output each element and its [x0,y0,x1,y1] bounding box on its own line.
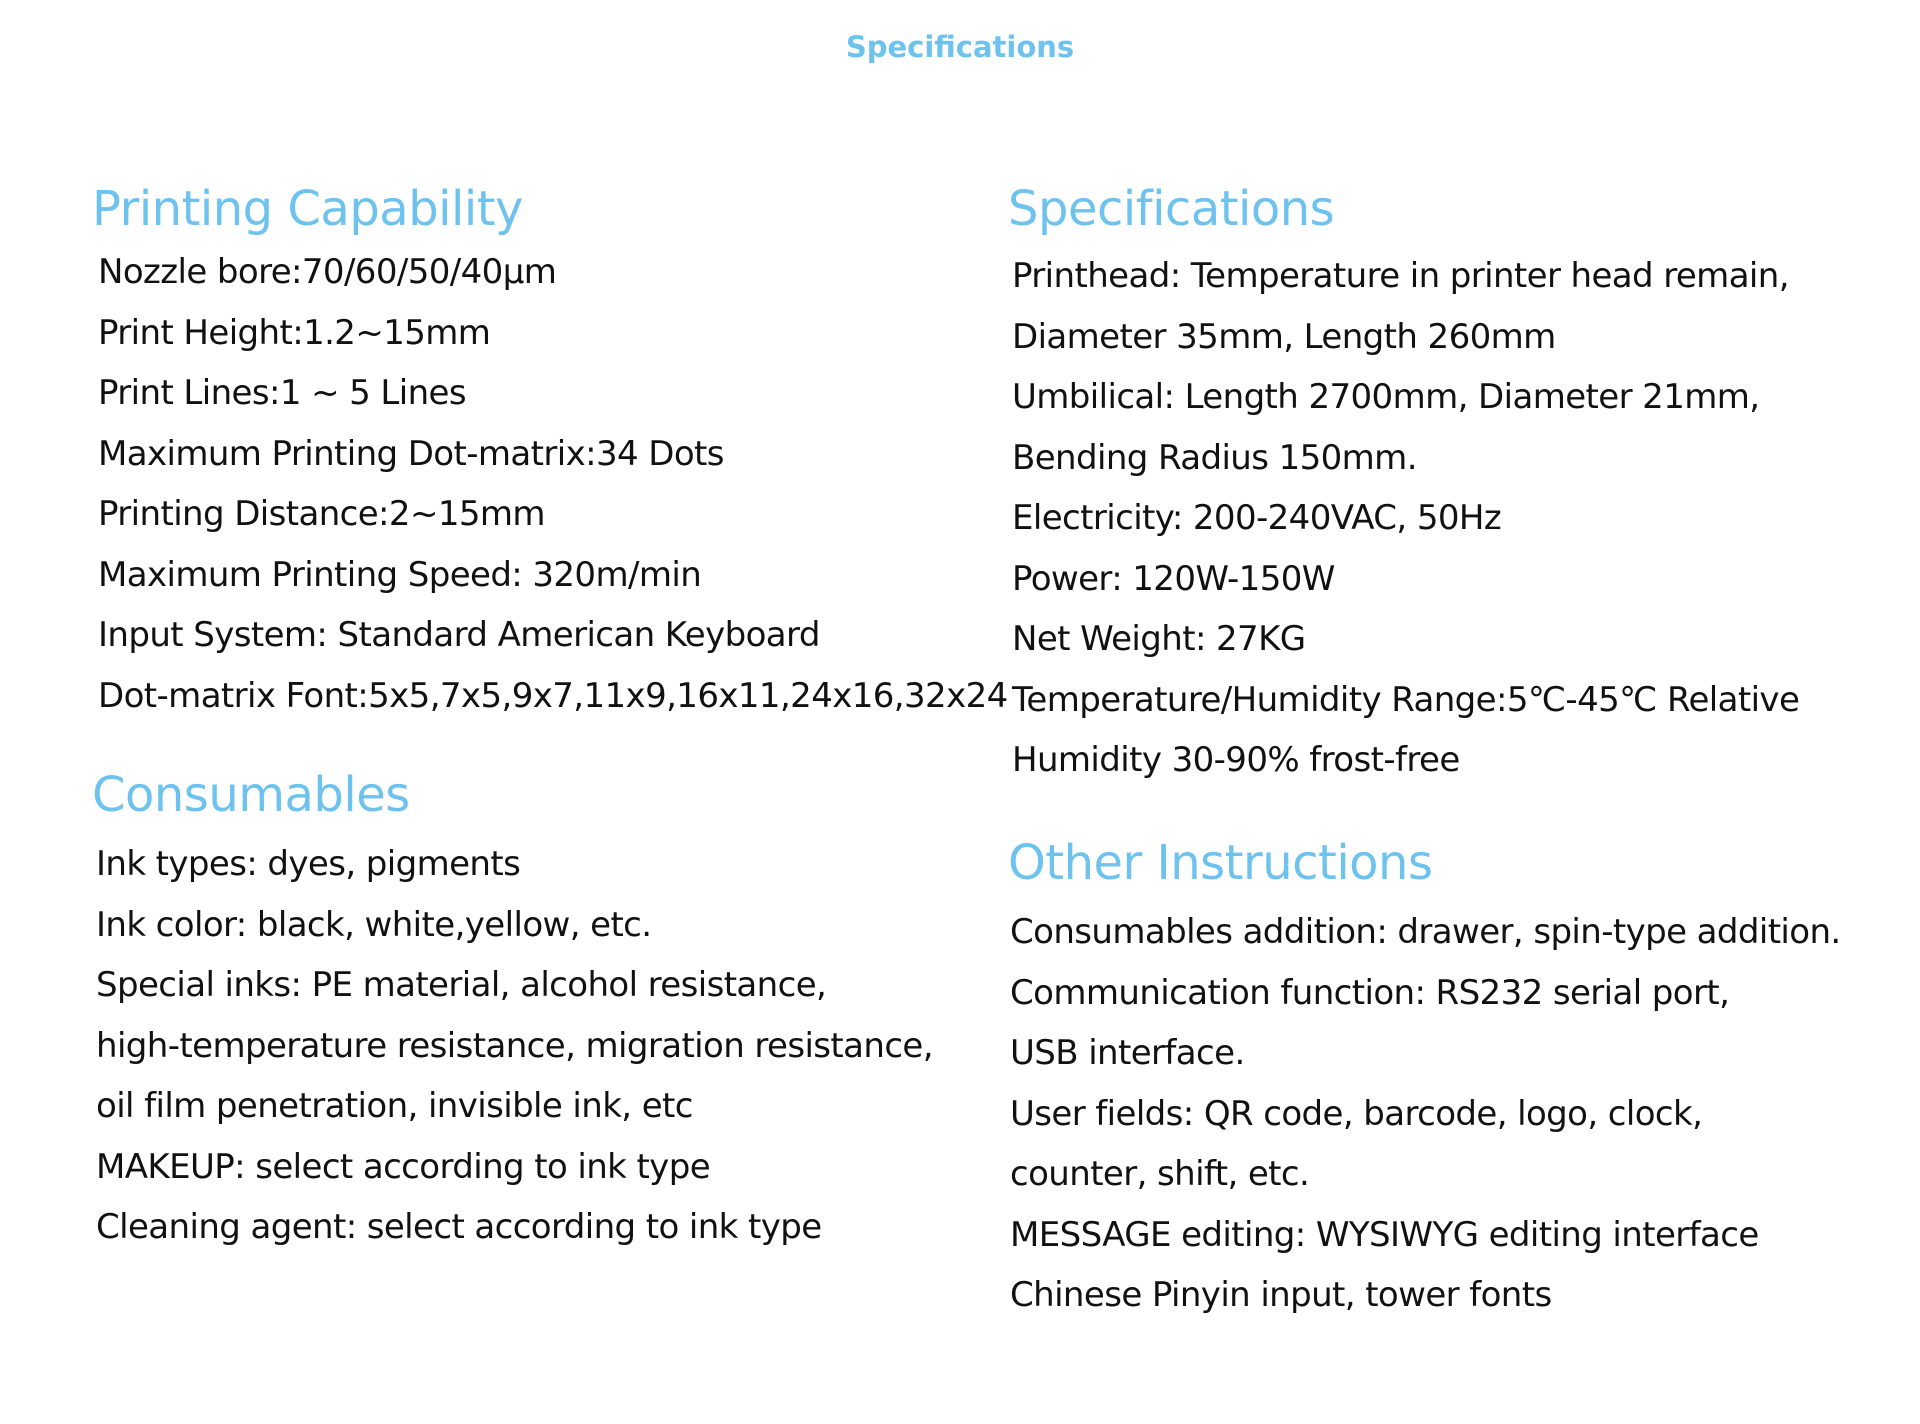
spec-line: Electricity: 200-240VAC, 50Hz [1012,498,1502,538]
spec-line: oil film penetration, invisible ink, etc [96,1086,693,1126]
printing-capability-section [92,180,1008,726]
spec-line: counter, shift, etc. [1010,1154,1310,1194]
spec-line: Bending Radius 150mm. [1012,437,1417,478]
spec-line: Nozzle bore:70/60/50/40μm [98,252,557,292]
section-heading: Other Instructions [1008,835,1433,891]
other-instructions-section [1008,834,1841,1326]
spec-line: Communication function: RS232 serial port, [1010,972,1730,1013]
consumables-section [92,766,933,1258]
spec-line: Diameter 35mm, Length 260mm [1012,316,1556,357]
section-heading: Printing Capability [92,181,523,237]
spec-line: Ink types: dyes, pigments [96,844,521,884]
spec-line: Consumables addition: drawer, spin-type addition. [1010,912,1841,952]
spec-line: Printhead: Temperature in printer head remain, [1012,256,1789,296]
spec-line: Input System: Standard American Keyboard [98,615,820,655]
spec-line: MESSAGE editing: WYSIWYG editing interface [1010,1214,1759,1255]
spec-line: Umbilical: Length 2700mm, Diameter 21mm, [1012,377,1760,417]
spec-list [92,834,933,1258]
spec-list [92,242,1008,726]
spec-line: Power: 120W-150W [1012,558,1335,599]
spec-line: Print Lines:1 ~ 5 Lines [98,373,466,413]
spec-list [1008,902,1841,1326]
spec-line: Net Weight: 27KG [1012,619,1306,659]
spec-line: Print Height:1.2~15mm [98,312,491,353]
page-title: Specifications [845,30,1075,64]
spec-line: Temperature/Humidity Range:5℃-45℃ Relative [1012,679,1800,720]
spec-line: high-temperature resistance, migration resistance, [96,1025,933,1066]
spec-line: Maximum Printing Speed: 320m/min [98,554,702,595]
spec-line: Printing Distance:2~15mm [98,494,545,534]
section-heading: Specifications [1008,181,1335,237]
spec-line: MAKEUP: select according to ink type [96,1146,711,1187]
spec-line: Cleaning agent: select according to ink type [96,1207,822,1247]
specifications-section [1008,180,1799,791]
spec-list [1008,246,1799,791]
spec-line: Chinese Pinyin input, tower fonts [1010,1275,1552,1315]
spec-line: User fields: QR code, barcode, logo, clock, [1010,1093,1703,1134]
section-heading: Consumables [92,767,410,823]
spec-line: Maximum Printing Dot-matrix:34 Dots [98,433,724,474]
spec-line: Ink color: black, white,yellow, etc. [96,904,652,945]
spec-line: USB interface. [1010,1033,1245,1073]
spec-line: Humidity 30-90% frost-free [1012,740,1460,780]
spec-line: Dot-matrix Font:5x5,7x5,9x7,11x9,16x11,24x16,32x24 [98,675,1008,716]
spec-line: Special inks: PE material, alcohol resistance, [96,965,827,1005]
